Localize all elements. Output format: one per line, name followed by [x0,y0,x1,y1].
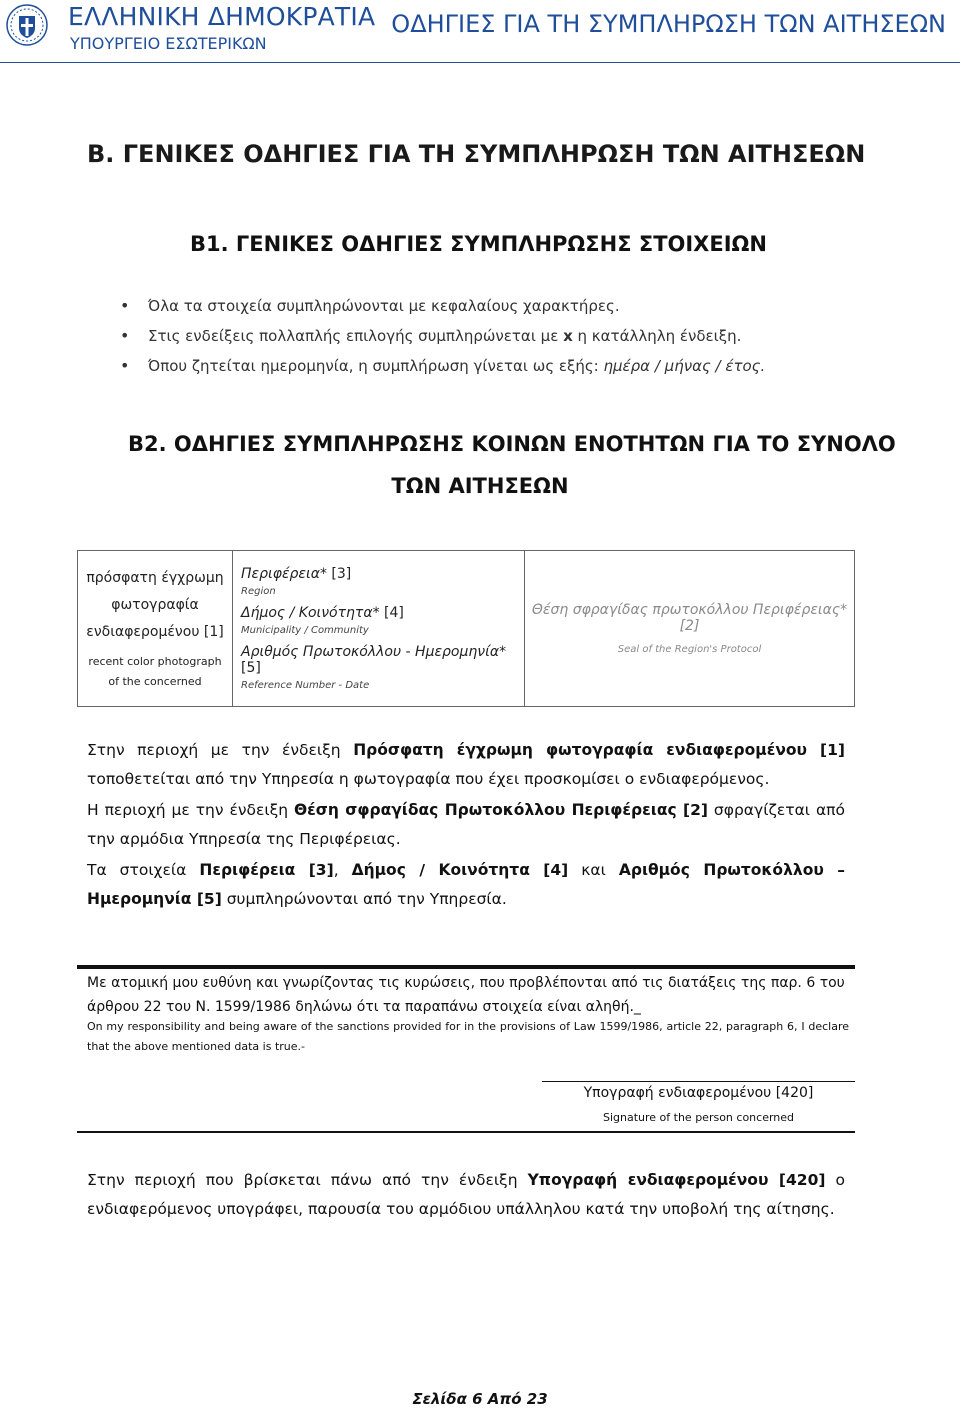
region-municipality-reference-fields [233,551,525,707]
signature-label: Υπογραφή ενδιαφερομένου [420] [583,1085,814,1101]
declaration-english-text: On my responsibility and being aware of the sanctions provided for in the provisions of Law 1599/1986, article 22, paragraph 6, I declare that the above mentioned data is true.- [87,1020,849,1053]
municipality-field-en: Municipality / Community [241,625,369,636]
photo-explanation-paragraph: Στην περιοχή με την ένδειξη Πρόσφατη έγχρωμη φωτογραφία ενδιαφερομένου [1] τοποθετείται από την Υπηρεσία η φωτογραφία που έχει προσκομίσει ο ενδιαφερόμενος. [87,741,845,788]
header-country-title: ΕΛΛΗΝΙΚΗ ΔΗΜΟΚΡΑΤΙΑ [68,2,376,31]
municipality-field-label: Δήμος / Κοινότητα* [4] [241,605,404,621]
header-divider [0,62,960,63]
bullet-item: • Στις ενδείξεις πολλαπλής επιλογής συμπληρώνεται με x η κατάλληλη ένδειξη. [120,326,765,356]
section-b-heading: Β. ΓΕΝΙΚΕΣ ΟΔΗΓΙΕΣ ΓΙΑ ΤΗ ΣΥΜΠΛΗΡΩΣΗ ΤΩΝ ΑΙΤΗΣΕΩΝ [87,140,866,168]
application-header-form [77,550,855,707]
reference-number-field-label: Αριθμός Πρωτοκόλλου - Ημερομηνία* [5] [241,644,507,676]
reference-number-field-en: Reference Number - Date [241,680,370,691]
declaration-box [77,965,855,1133]
photo-field: πρόσφατη έγχρωμη φωτογραφία ενδιαφερομένου [1] recent color photograph of the concerned [78,551,233,707]
declaration-top-rule [77,965,855,969]
signature-explanation-paragraph: Στην περιοχή που βρίσκεται πάνω από την ένδειξη Υπογραφή ενδιαφερομένου [420] ο ενδιαφερόμενος υπογράφει, παρουσία του αρμόδιου υπάλληλου κατά την υποβολή της αίτησης. [87,1171,845,1218]
greek-coat-of-arms-icon [6,4,48,46]
bullet-item: • Όπου ζητείται ημερομηνία, η συμπλήρωση γίνεται ως εξής: ημέρα / μήνας / έτος. [120,356,765,386]
section-b2-heading-line2: ΤΩΝ ΑΙΤΗΣΕΩΝ [391,474,569,498]
bullet-item: • Όλα τα στοιχεία συμπληρώνονται με κεφαλαίους χαρακτήρες. [120,296,765,326]
header-document-title: ΟΔΗΓΙΕΣ ΓΙΑ ΤΗ ΣΥΜΠΛΗΡΩΣΗ ΤΩΝ ΑΙΤΗΣΕΩΝ [391,10,946,38]
section-b1-heading: Β1. ΓΕΝΙΚΕΣ ΟΔΗΓΙΕΣ ΣΥΜΠΛΗΡΩΣΗΣ ΣΤΟΙΧΕΙΩΝ [190,232,767,256]
fields-explanation-paragraph: Τα στοιχεία Περιφέρεια [3], Δήμος / Κοινότητα [4] και Αριθμός Πρωτοκόλλου – Ημερομηνία [5] συμπληρώνονται από την Υπηρεσία. [87,861,846,908]
signature-line [542,1081,855,1082]
section-b2-heading-line1: Β2. ΟΔΗΓΙΕΣ ΣΥΜΠΛΗΡΩΣΗΣ ΚΟΙΝΩΝ ΕΝΟΤΗΤΩΝ ΓΙΑ ΤΟ ΣΥΝΟΛΟ [128,432,896,456]
region-field-en: Region [241,586,276,597]
declaration-bottom-rule [77,1131,855,1133]
seal-explanation-paragraph: Η περιοχή με την ένδειξη Θέση σφραγίδας Πρωτοκόλλου Περιφέρειας [2] σφραγίζεται από την αρμόδια Υπηρεσία της Περιφέρειας. [87,801,846,848]
seal-field: Θέση σφραγίδας πρωτοκόλλου Περιφέρειας* [2] Seal of the Region's Protocol [525,551,855,707]
region-field-label: Περιφέρεια* [3] [241,566,352,582]
page-number: Σελίδα 6 Από 23 [412,1390,548,1408]
header-ministry-subtitle: ΥΠΟΥΡΓΕΙΟ ΕΣΩΤΕΡΙΚΩΝ [70,34,267,53]
b1-bullet-list [120,296,765,386]
signature-label-en: Signature of the person concerned [602,1111,795,1124]
declaration-greek-text: Με ατομική μου ευθύνη και γνωρίζοντας τις κυρώσεις, που προβλέπονται από τις διατάξεις της παρ. 6 του άρθρου 22 του Ν. 1599/1986 δηλώνω ότι τα παραπάνω στοιχεία είναι αληθή._ [87,975,845,1015]
